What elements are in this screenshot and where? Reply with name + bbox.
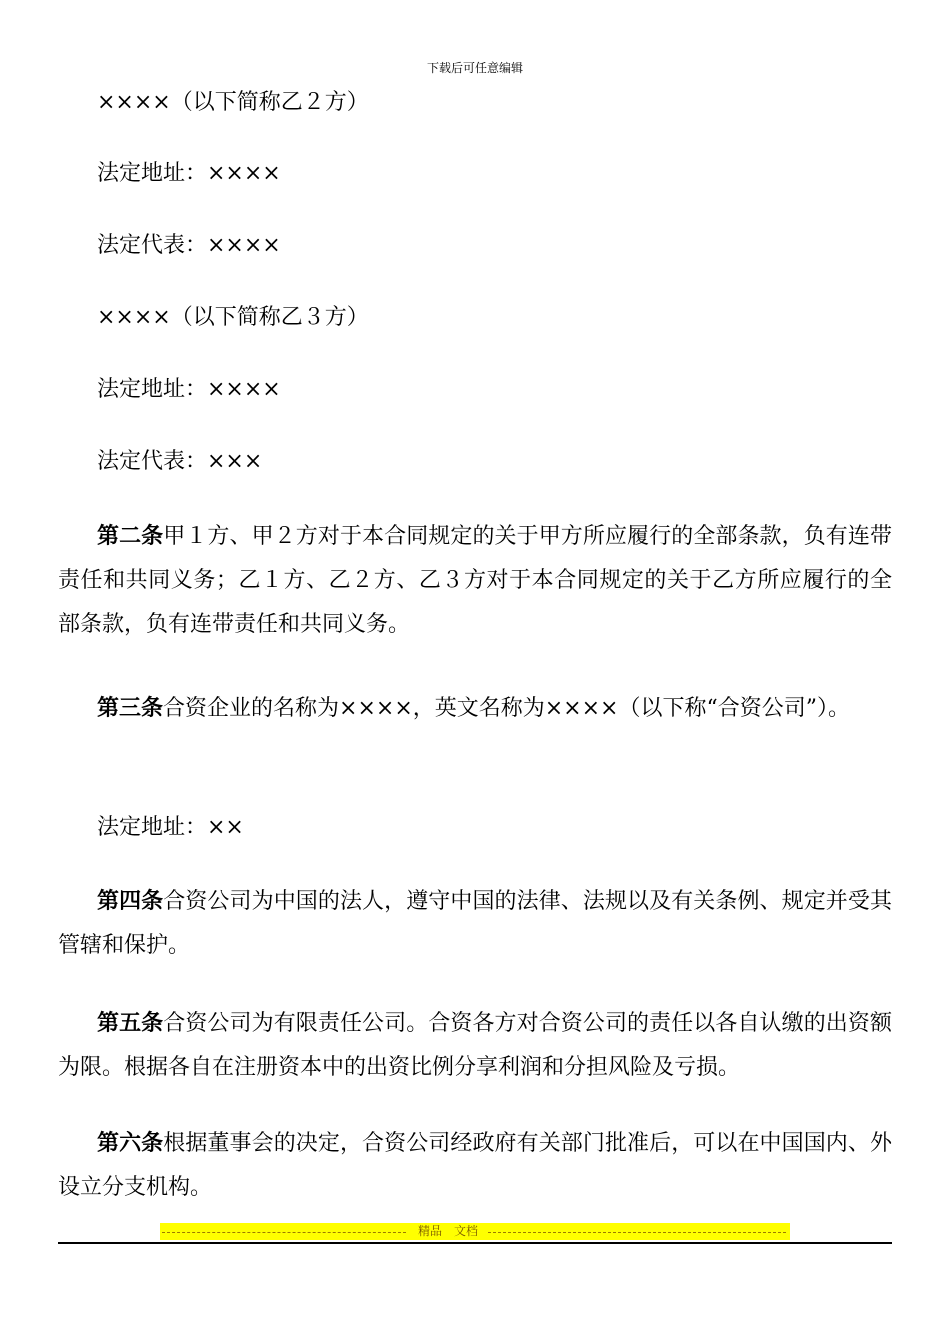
article-2-heading: 第二条 xyxy=(97,523,164,549)
article-4-heading: 第四条 xyxy=(97,888,164,914)
article-2-text: 甲１方、甲２方对于本合同规定的关于甲方所应履行的全部条款，负有连带责任和共同义务；乙１方、乙２方、乙３方对于本合同规定的关于乙方所应履行的全部条款，负有连带责任和共同义务。 xyxy=(58,524,892,637)
article-5 xyxy=(58,1001,892,1090)
article-6-heading: 第六条 xyxy=(97,1130,164,1156)
article-2 xyxy=(58,514,892,647)
footer-dashes-right xyxy=(488,1232,786,1233)
footer-label: 精品 文档 xyxy=(417,1224,478,1238)
party-b3-name: ××××（以下简称乙３方） xyxy=(97,305,369,330)
article-6-text: 根据董事会的决定，合资公司经政府有关部门批准后，可以在中国国内、外设立分支机构。 xyxy=(58,1131,892,1200)
footer-highlight-band xyxy=(160,1223,790,1240)
jv-legal-address: 法定地址：×× xyxy=(97,815,244,840)
party-b3-representative: 法定代表：××× xyxy=(97,449,263,474)
article-3 xyxy=(58,686,892,731)
article-6 xyxy=(58,1121,892,1210)
party-b2-name: ××××（以下简称乙２方） xyxy=(97,90,369,115)
page-header-note: 下载后可任意编辑 xyxy=(426,61,523,75)
article-3-heading: 第三条 xyxy=(97,695,164,721)
article-4-text: 合资公司为中国的法人，遵守中国的法律、法规以及有关条例、规定并受其管辖和保护。 xyxy=(58,889,892,958)
article-3-text: 合资企业的名称为××××，英文名称为××××（以下称“合资公司”）。 xyxy=(163,696,850,721)
article-4 xyxy=(58,879,892,968)
article-5-text: 合资公司为有限责任公司。合资各方对合资公司的责任以各自认缴的出资额为限。根据各自在注册资本中的出资比例分享利润和分担风险及亏损。 xyxy=(58,1011,892,1080)
footer-rule xyxy=(58,1242,892,1244)
party-b2-address: 法定地址：×××× xyxy=(97,161,281,186)
article-5-heading: 第五条 xyxy=(97,1010,164,1036)
party-b3-address: 法定地址：×××× xyxy=(97,377,281,402)
party-b2-representative: 法定代表：×××× xyxy=(97,233,281,258)
footer-dashes-left xyxy=(162,1232,406,1233)
